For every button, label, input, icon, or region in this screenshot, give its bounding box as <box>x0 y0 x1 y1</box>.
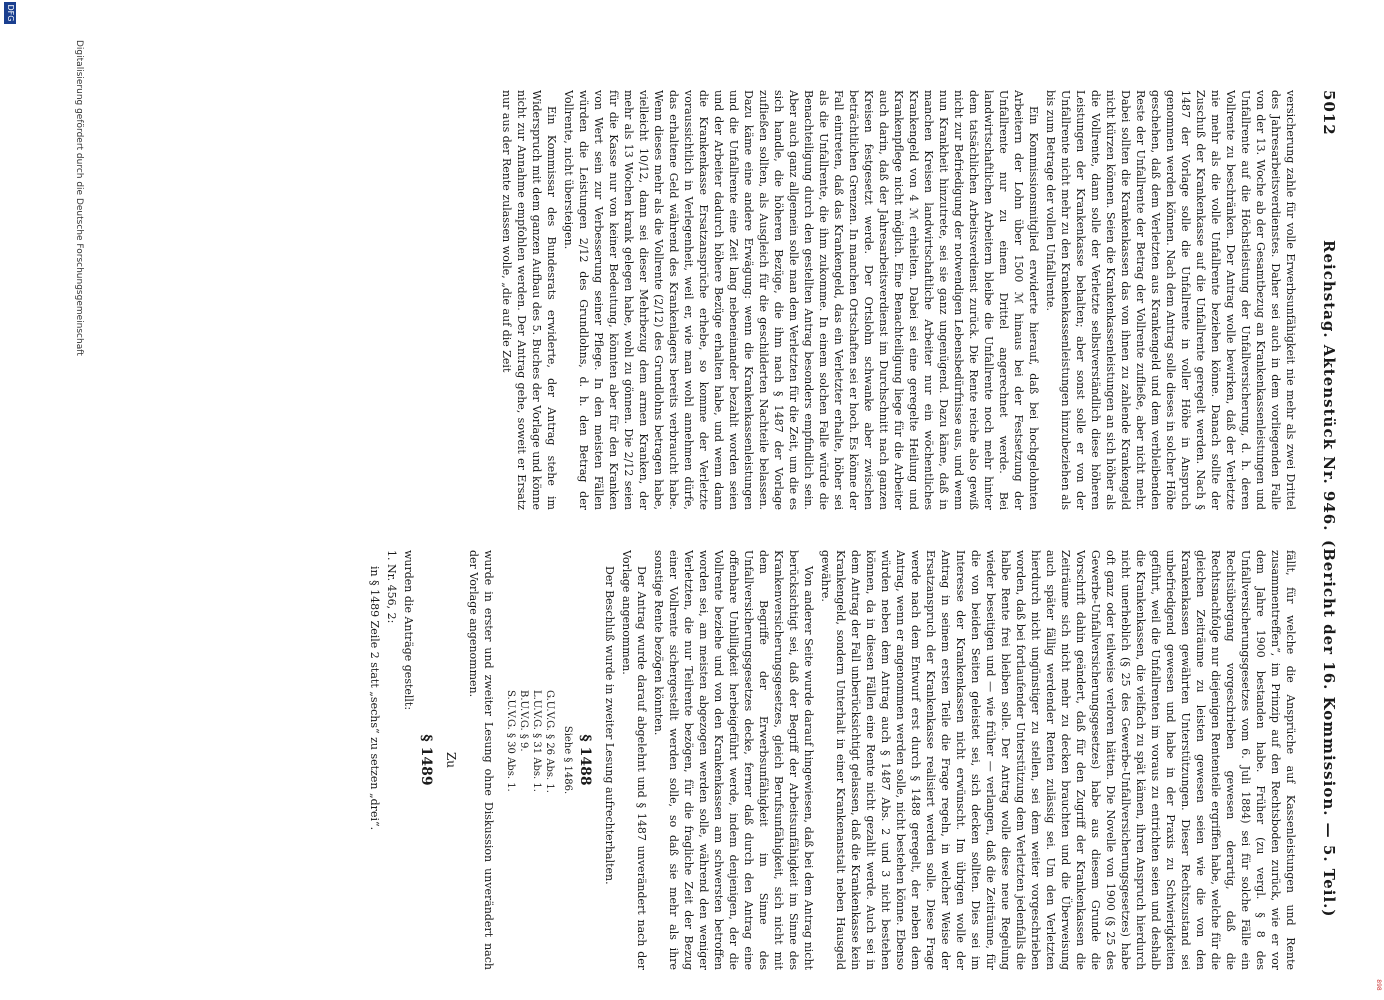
paragraph: Der Antrag wurde darauf abgelehnt und § 1487 unverändert nach der Vorlage angenommen. <box>620 550 648 970</box>
paragraph: wurde in erster und zweiter Lesung ohne Diskussion unverändert nach der Vorlage angenommen. <box>467 550 495 970</box>
page-subtitle: (Bericht der 16. Kommission. — 5. Teil.) <box>1320 540 1338 918</box>
left-column <box>118 90 1298 510</box>
paragraph: wurden die Anträge gestellt: <box>402 550 415 711</box>
law-references <box>504 690 556 970</box>
section-heading-1488: § 1488 <box>577 734 593 786</box>
paragraph: Ein Kommissar des Bundesrats erwiderte, der Antrag stehe im Widerspruch mit dem ganzen Aufbau des 5. Buches der Vorlage und könne nicht zur Annahme empfohlen werden. Der Antrag gehe, soweit er Ersatz nur aus der Rente zulassen wolle, „die auf die Zeit <box>500 90 558 510</box>
law-reference: L.U.V.G. § 31 Abs. 1. <box>531 690 542 792</box>
zu-label: Zu <box>444 751 458 769</box>
text-columns <box>118 90 1298 970</box>
paragraph: Der Beschluß wurde in zweiter Lesung aufrechterhalten. <box>603 566 616 885</box>
law-reference: G.U.V.G. § 26 Abs. 1. <box>544 690 555 793</box>
paragraph: fällt, für welche die Ansprüche auf Kassenleistungen und Rente zusammentreffen“, im Prinzip auf den Rechtsboden zurück, wie er vor dem Jahre 1900 bestanden habe. Früher (zu vergl. § 8 des Unfallversicherungsgesetzes vom 6. Juli 1884) sei für solche Fälle ein Rechtsübergang vorgeschrieben gewesen derartig, daß die Rechtsnachfolge nur diejenigen Rententeile ergriffen habe, welche für die gleichen Zeiträume zu leisten gewesen seien wie die von den Krankenkassen gewährten Unterstützungen. Dieser Rechtszustand sei unbefriedigend gewesen und habe in der Praxis zu Schwierigkeiten geführt, weil die Unfallrenten im voraus zu entrichten seien und deshalb die Krankenkassen, die vielfach zu spät kämen, ihren Anspruch hierdurch nicht unerheblich (§ 25 des Gewerbe-Unfallversicherungsgesetzes) habe oft ganz oder teilweise verloren hätten. Die Novelle von 1900 (§ 25 des Gewerbe-Unfallversicherungsgesetzes) habe aus diesem Grunde die Vorschrift dahin geändert, daß für den Zugriff der Krankenkassen die Zeiträume sich nicht mehr zu decken brauchten und die Überweisung auch später fällig werdender Renten zulässig sei. Um den Verletzten hierdurch nicht ungünstiger zu stellen, sei dem weiter vorgeschrieben worden, daß bei fortlaufender Unterstützung dem Verletzten jedenfalls die halbe Rente frei bleiben solle. Der Antrag wolle diese neue Regelung wieder beseitigen und — wie früher — verlangen, daß die Zeiträume, für die von beiden Seiten geleistet sei, sich decken sollten. Dies sei im Interesse der Krankenkassen nicht erwünscht. Im übrigen wolle der Antrag in seinem ersten Teile die Frage regeln, in welcher Weise der Ersatzanspruch der Krankenkasse realisiert werden solle. Diese Frage werde nach dem Entwurf erst durch § 1488 geregelt, der neben dem Antrag, wenn er angenommen werden solle, nicht bestehen könne. Ebenso würden neben dem Antrag auch § 1487 Abs. 2 und 3 nicht bestehen können, da in diesen Fällen eine Rente nicht gezahlt werde. Auch sei in dem Antrag der Fall unberücksichtigt gelassen, daß die Krankenkasse kein Krankengeld, sondern Unterhalt in einer Krankenanstalt neben Hausgeld gewähre. <box>819 550 1297 970</box>
law-reference: B.U.V.G. § 9. <box>518 690 529 752</box>
right-column <box>118 550 1298 970</box>
paragraph: Von anderer Seite wurde darauf hingewiesen, daß bei dem Antrag nicht berücksichtigt sei, daß der Begriff der Arbeitsunfähigkeit im Sinne des Krankenversicherungsgesetzes, gleich Berufsunfähigkeit, sich nicht mit dem Begriffe der Erwerbsunfähigkeit im Sinne des Unfallversicherungsgesetzes decke, ferner daß durch den Antrag eine offenbare Unbilligkeit herbeigeführt werde, indem denjenigen, der die Vollrente beziehe und von den Krankenkassen am schwersten betroffen worden sei, am meisten abgezogen werden solle, während den weniger Verletzten, die nur Teilrente bezögen, für die fragliche Zeit der Bezug einer Vollrente sichergestellt werden solle, so daß sie mehr als ihre sonstige Rente bezögen könnten. <box>652 550 815 970</box>
digitization-note: Digitalisierung gefördert durch die Deutsche Forschungsgemeinschaft <box>74 40 84 356</box>
page-title: Reichstag. Aktenstück Nr. 946. <box>1320 240 1338 532</box>
motion-text: in § 1489 Zeile 2 statt „sechs“ zu setzen „drei“. <box>368 566 381 831</box>
paragraph: versicherung zahle für volle Erwerbsunfähigkeit nie mehr als zwei Drittel des Jahresarbeitsverdienstes. Daher sei auch in dem vorliegenden Falle von der 13. Woche ab der Gesamtbezug an Krankenkassenleistungen und Unfallrente auf die Höchstleistung der Unfallversicherung, d. h. deren Vollrente zu beschränken. Der Antrag wolle bewirken, daß der Verletzte nie mehr als die volle Unfallrente beziehen könne. Danach sollte der Zuschuß der Krankenkasse auf die Unfallrente geregelt werden. Nach § 1487 der Vorlage solle die Unfallrente in voller Höhe in Anspruch genommen werden können. Nach dem Antrag solle dieses in solcher Höhe geschehen, daß dem Verletzten aus Krankengeld und dem verbleibenden Reste der Unfallrente der Betrag der Vollrente zufließe, aber nicht mehr. Dabei sollten die Krankenkassen das von ihnen zu zahlende Krankengeld nicht kürzen können. Seien die Krankenkassenleistungen an sich höher als die Vollrente, dann solle der Verletzte selbstverständlich diese höheren Leistungen der Krankenkasse behalten; aber sonst solle er von der Unfallrente nicht mehr zu den Krankenkassenleistungen hinzubeziehen als bis zum Betrage der vollen Unfallrente. <box>1044 90 1297 510</box>
section-heading-1489: § 1489 <box>418 734 434 786</box>
section-crossref: Siehe § 1486. <box>562 725 573 795</box>
law-reference: S.U.V.G. § 30 Abs. 1. <box>505 690 516 792</box>
motion-item: 1. Nr. 456, 2: <box>385 550 398 624</box>
page-stamp: 898 <box>1375 979 1382 991</box>
page-number: 5012 <box>1320 90 1338 136</box>
dfg-logo: DFG <box>4 2 16 24</box>
page-header <box>1310 90 1344 970</box>
paragraph: Ein Kommissionsmitglied erwiderte hierauf, daß bei hochgelohnten Arbeitern der Lohn über 1500 ℳ hinaus bei der Festsetzung der Unfallrente nur zu einem Drittel angerechnet werde. Bei landwirtschaftlichen Arbeitern bleibe die Unfallrente noch mehr hinter dem tatsächlichen Arbeitsverdienst zurück. Die Rente reiche also gewiß nicht zur Befriedigung der notwendigen Lebensbedürfnisse aus, und wenn nun Krankheit hinzutrete, sei sie ganz ungenügend. Dazu käme, daß in manchen Kreisen landwirtschaftliche Arbeiter nur ein wöchentliches Krankengeld von 4 ℳ erhielten. Dabei sei eine geregelte Heilung und Krankenpflege nicht möglich. Eine Benachteiligung liege für die Arbeiter auch darin, daß der Jahresarbeitsverdienst im Durchschnitt nach ganzen Kreisen festgesetzt werde. Der Ortslohn schwanke aber zwischen beträchtlichen Grenzen. In manchen Ortschaften sei er hoch. Es könne der Fall eintreten, daß das Krankengeld, das ein Verletzter erhalte, höher sei als die Unfallrente, die ihm zukomme. In einem solchen Falle würde die Benachteiligung durch den gestellten Antrag besonders empfindlich sein. Aber auch ganz allgemein solle man dem Verletzten für die Zeit, um die es sich handle, die höheren Bezüge, die ihm nach § 1487 der Vorlage zufließen sollten, als Ausgleich für die geschilderten Nachteile belassen. Dazu käme eine andere Erwägung: wenn die Krankenkassenleistungen und die Unfallrente eine Zeit lang nebeneinander bezahlt worden seien und der Arbeiter dadurch höhere Bezüge erhalten habe, und wenn dann die Krankenkasse Ersatzansprüche erhebe, so komme der Verletzte voraussichtlich in Verlegenheit, weil er, wie man wohl annehmen dürfe, das erhaltene Geld während des Krankenlagers bereits verbraucht habe. Wenn dieses mehr als die Vollrente (2/12) des Grundlohns betragen habe, vielleicht 10/12, dann sei dieser Mehrbezug dem armen Kranken, der mehr als 13 Wochen krank gelegen habe, wohl zu gönnen. Die 2/12 seien für die Kasse nur von keiner Bedeutung, könnten aber für den Kranken von Wert sein zur Verbesserung seiner Pflege. In den meisten Fällen würden die Leistungen 2/12 des Grundlohns, d. h. den Betrag der Vollrente, nicht übersteigen. <box>562 90 1040 510</box>
